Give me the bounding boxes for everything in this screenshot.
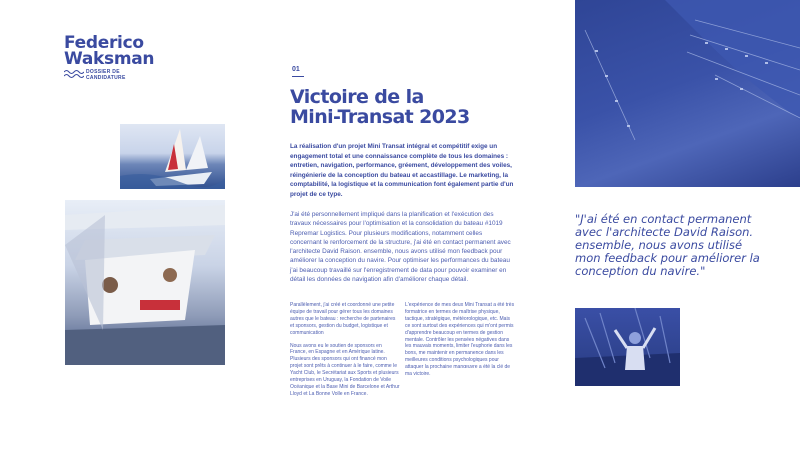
column-left-paragraph: Parallèlement, j'ai créé et coordonné une petite équipe de travail pour gérer tous les domaines autres que le bateau : recherche de partenaires et sponsors, gestion du budget, logistique et communication (290, 302, 396, 336)
section-number: 01 (292, 66, 300, 73)
photo-crew-on-deck (65, 200, 225, 365)
photo-harbor-aerial (575, 0, 800, 187)
body-paragraph: J'ai été personnellement impliqué dans la planification et l'exécution des travaux nécessaires pour l'optimisation et la consolidation du bateau #1019 Repremar Logistics. Pour plusieurs modifications, notamment celles concernant le renforcement de la structure, j'ai été en contact permanent avec l'architecte David Raison. ensemble, nous avons utilisé mon feedback pour améliorer la conception du navire. Pour optimiser les performances du bateau j'ai beaucoup travaillé sur l'enregistrement de data pour pouvoir examiner en détail les données de navigation afin d'améliorer chaque détail. (290, 211, 511, 284)
logo-subtitle-line1: DOSSIER DE (86, 69, 120, 75)
lead-paragraph: La réalisation d'un projet Mini Transat intégral et compétitif exige un engagement total et une connaissance complète de tous les domaines : entretien, navigation, performance, gréement, développement des voiles, réingénierie de la conception du bateau et accastillage. Le marketing, la comptabilité, la logistique et la communication font également partie d'un projet de ce type. (290, 143, 514, 198)
logo-name (64, 35, 154, 67)
logo-last-name: Waksman (64, 49, 155, 69)
section-divider (292, 76, 304, 77)
column-right-paragraph: L'expérience de mes deux Mini Transat a été très formatrice en termes de maîtrise physique, tactique, stratégique, météorologique, etc. Mais ce sont surtout des expériences qui m'ont permis d'apprendre beaucoup en termes de gestion mentale. Contrôler les pensées négatives dans les mauvais moments, limiter l'euphorie dans les bons, me maintenir en permanence dans les meilleures conditions psychologiques pour attaquer la prochaine manœuvre a été la clé de ma victoire. (405, 302, 515, 378)
column-left-paragraph: Nous avons eu le soutien de sponsors en France, en Espagne et en Amérique latine. Plusieurs des sponsors qui ont financé mon projet sont prêts à continuer à le faire, comme le Yacht Club, le Secrétariat aux Sports et plusieurs entreprises en Uruguay, la Fondation de Voile Océanique et la Base Mini de Barcelone et Arthur Lloyd et La Bonne Volle en France. (290, 342, 400, 397)
pull-quote: "J'ai été en contact permanent avec l'architecte David Raison. ensemble, nous avons utilisé mon feedback pour améliorer la conception du navire." (575, 212, 760, 278)
logo-subtitle-line2: CANDIDATURE (86, 75, 126, 81)
column-left (290, 302, 400, 404)
logo-first-name: Federico (64, 33, 144, 53)
logo-subtitle (86, 69, 126, 81)
column-right (405, 302, 515, 384)
photo-sailor-celebrating (575, 308, 680, 386)
photo-sailboat-racing (120, 124, 225, 189)
title-line2: Mini-Transat 2023 (290, 106, 470, 128)
page-title (290, 87, 500, 127)
title-line1: Victoire de la (290, 86, 424, 108)
wave-icon (64, 69, 84, 79)
